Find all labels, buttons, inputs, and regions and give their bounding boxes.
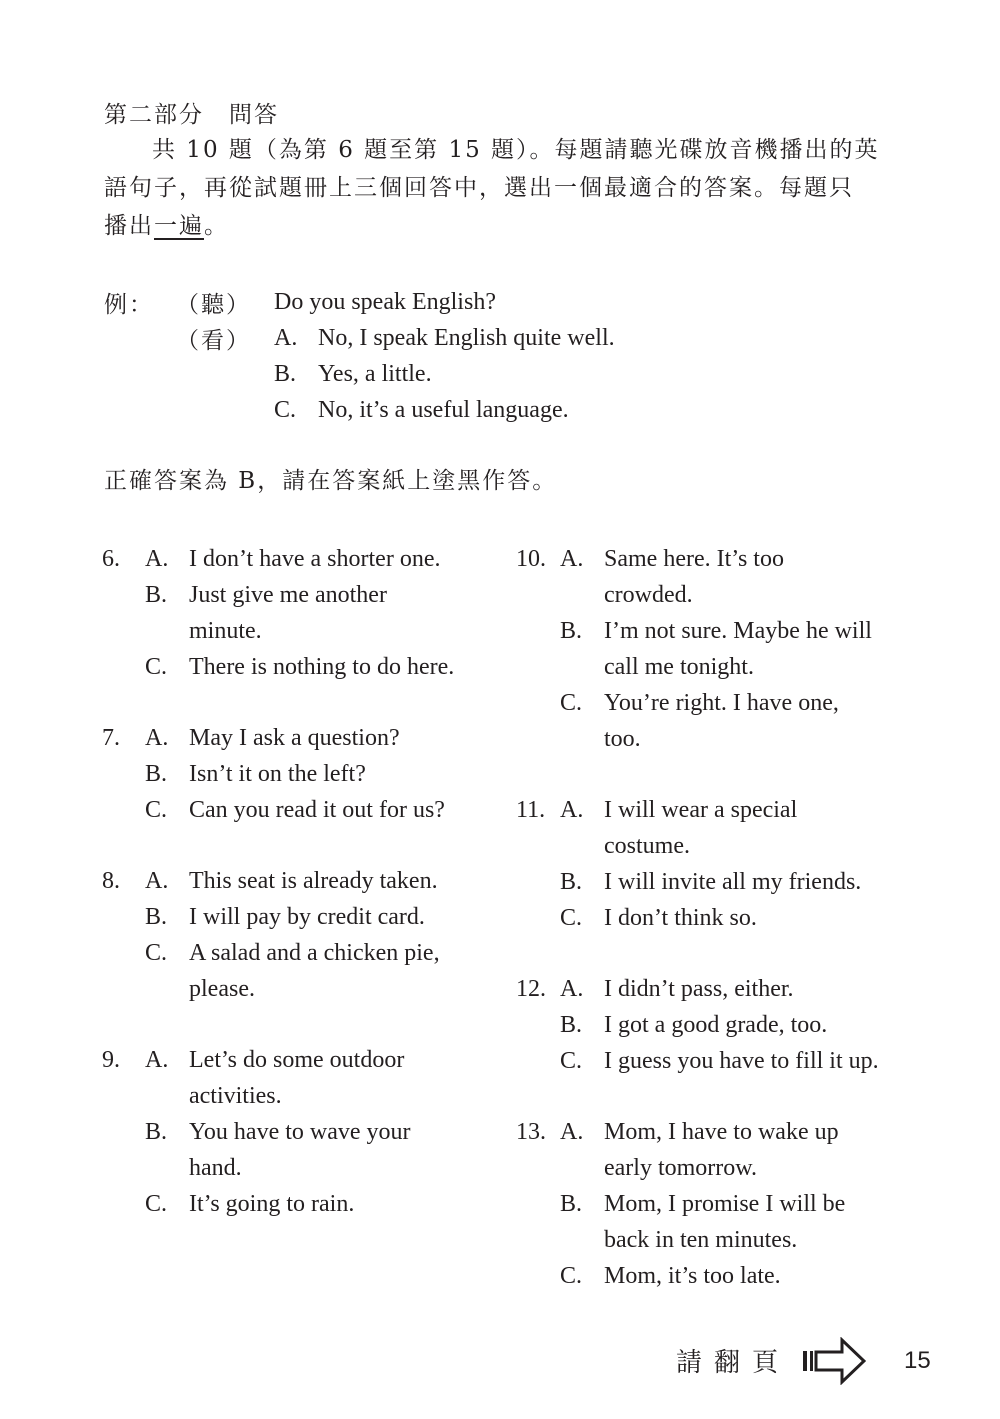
option-a[interactable] [145, 541, 502, 577]
option-a[interactable] [560, 971, 916, 1007]
option-a[interactable] [560, 1114, 916, 1186]
question-number: 11. [516, 797, 546, 823]
option-text: Mom, I promise I will be back in ten minutes. [604, 1191, 846, 1253]
option-text: You have to wave your hand. [189, 1119, 411, 1181]
option-c[interactable] [145, 649, 502, 685]
option-b[interactable] [560, 864, 916, 900]
example-listen-text: Do you speak English? [274, 289, 496, 315]
example-option-b-text: Yes, a little. [318, 361, 432, 387]
option-a[interactable] [560, 792, 916, 864]
option-c[interactable] [560, 1043, 916, 1079]
option-text: Mom, I have to wake up early tomorrow. [604, 1119, 839, 1181]
option-letter: A. [560, 797, 584, 823]
option-letter: B. [560, 618, 583, 644]
example-option-b-letter: B. [274, 361, 297, 387]
option-c[interactable] [560, 900, 916, 936]
question-number: 6. [102, 546, 120, 572]
option-letter: A. [560, 976, 584, 1002]
option-text: Let’s do some outdoor activities. [189, 1047, 405, 1109]
option-text: Isn’t it on the left? [189, 761, 366, 787]
option-letter: B. [145, 1119, 168, 1145]
question-number: 12. [516, 976, 546, 1002]
option-text: I will pay by credit card. [189, 904, 425, 930]
option-text: This seat is already taken. [189, 868, 438, 894]
option-b[interactable] [145, 899, 502, 935]
question-9 [102, 1042, 502, 1222]
section-title: 第二部分 問答 [104, 102, 279, 128]
option-b[interactable] [145, 577, 502, 649]
question-number: 10. [516, 546, 546, 572]
option-a[interactable] [145, 1042, 502, 1114]
question-10 [516, 541, 916, 757]
option-letter: B. [560, 1191, 583, 1217]
option-text: I didn’t pass, either. [604, 976, 794, 1002]
option-text: I got a good grade, too. [604, 1012, 828, 1038]
option-a[interactable] [560, 541, 916, 613]
question-8 [102, 863, 502, 1007]
option-letter: A. [145, 546, 169, 572]
option-letter: A. [560, 1119, 584, 1145]
option-c[interactable] [560, 1258, 916, 1294]
option-b[interactable] [145, 1114, 502, 1186]
example-option-c-letter: C. [274, 397, 297, 423]
option-text: Just give me another minute. [189, 582, 387, 644]
option-text: May I ask a question? [189, 725, 400, 751]
question-12 [516, 971, 916, 1079]
question-number: 8. [102, 868, 120, 894]
option-letter: C. [560, 1263, 583, 1289]
option-letter: A. [145, 725, 169, 751]
option-text: I will invite all my friends. [604, 869, 862, 895]
instruction-emphasis: 一遍 [154, 213, 204, 239]
example-option-a-text: No, I speak English quite well. [318, 325, 615, 351]
option-letter: C. [145, 654, 168, 680]
option-text: I guess you have to fill it up. [604, 1048, 879, 1074]
option-letter: C. [145, 1191, 168, 1217]
example-read-label: （看） [176, 328, 251, 354]
option-letter: C. [145, 940, 168, 966]
option-letter: A. [145, 1047, 169, 1073]
instruction-end: 。 [204, 213, 229, 239]
instruction-line-3-text: 播出 [104, 213, 154, 239]
option-c[interactable] [560, 685, 916, 757]
option-c[interactable] [145, 792, 502, 828]
question-number: 13. [516, 1119, 546, 1145]
option-letter: C. [145, 797, 168, 823]
option-text: Mom, it’s too late. [604, 1263, 781, 1289]
question-6 [102, 541, 502, 685]
option-letter: B. [145, 904, 168, 930]
option-letter: A. [145, 868, 169, 894]
option-letter: B. [145, 582, 168, 608]
question-7 [102, 720, 502, 828]
example-label: 例： [104, 292, 154, 318]
example-listen-label: （聽） [176, 292, 251, 318]
option-letter: C. [560, 1048, 583, 1074]
option-text: A salad and a chicken pie, please. [189, 940, 440, 1002]
example-option-a-letter: A. [274, 325, 298, 351]
option-text: I’m not sure. Maybe he will call me tonight. [604, 618, 872, 680]
question-13 [516, 1114, 916, 1294]
option-text: I will wear a special costume. [604, 797, 798, 859]
option-b[interactable] [560, 1186, 916, 1258]
turn-page-label: 請翻頁 [676, 1348, 791, 1378]
option-letter: C. [560, 690, 583, 716]
example-option-c-text: No, it’s a useful language. [318, 397, 569, 423]
option-b[interactable] [560, 1007, 916, 1043]
right-arrow-icon [802, 1337, 866, 1385]
option-text: Can you read it out for us? [189, 797, 445, 823]
option-letter: A. [560, 546, 584, 572]
option-b[interactable] [560, 613, 916, 685]
option-text: There is nothing to do here. [189, 654, 455, 680]
option-letter: B. [560, 1012, 583, 1038]
option-text: You’re right. I have one, too. [604, 690, 839, 752]
example-answer-note: 正確答案為 B，請在答案紙上塗黑作答。 [104, 468, 558, 494]
option-a[interactable] [145, 720, 502, 756]
option-letter: B. [560, 869, 583, 895]
question-number: 9. [102, 1047, 120, 1073]
option-a[interactable] [145, 863, 502, 899]
question-11 [516, 792, 916, 936]
option-b[interactable] [145, 756, 502, 792]
option-letter: C. [560, 905, 583, 931]
instruction-line-2: 語句子，再從試題冊上三個回答中，選出一個最適合的答案。每題只 [104, 175, 854, 201]
option-text: Same here. It’s too crowded. [604, 546, 784, 608]
option-text: It’s going to rain. [189, 1191, 355, 1217]
option-text: I don’t have a shorter one. [189, 546, 441, 572]
option-c[interactable] [145, 1186, 502, 1222]
page-number: 15 [904, 1347, 931, 1374]
option-c[interactable] [145, 935, 502, 1007]
option-letter: B. [145, 761, 168, 787]
question-number: 7. [102, 725, 120, 751]
instruction-line-3 [104, 207, 229, 245]
instruction-line-1: 共 10 題（為第 6 題至第 15 題）。每題請聽光碟放音機播出的英 [152, 137, 880, 163]
option-text: I don’t think so. [604, 905, 757, 931]
